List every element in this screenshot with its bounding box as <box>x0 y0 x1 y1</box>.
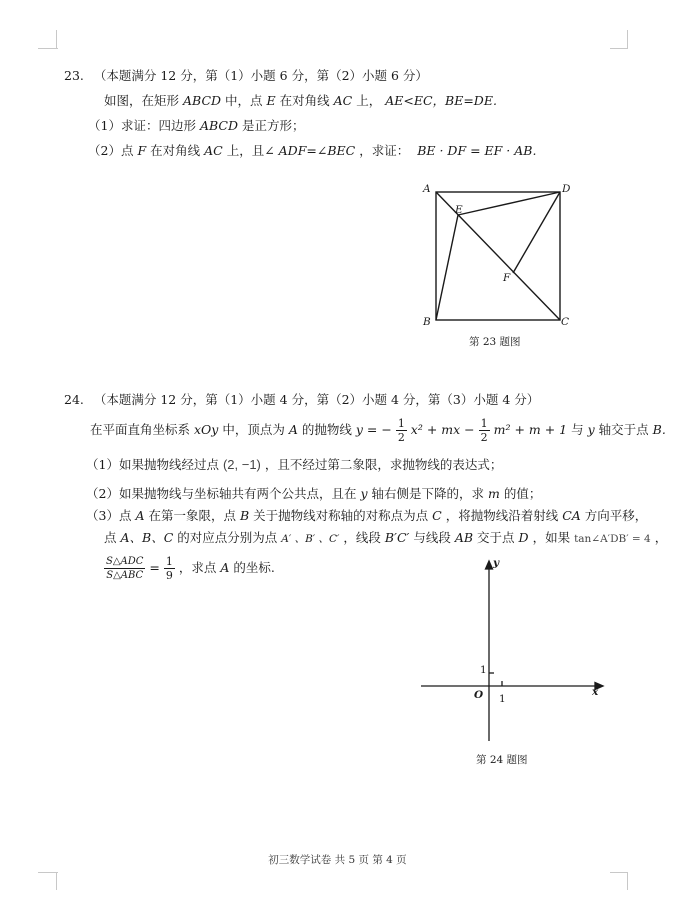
q24-equation-mid: x² + mx − <box>410 422 475 437</box>
q24-part3-text: ，将抛物线沿着射线 <box>445 508 559 523</box>
y-axis-arrow <box>486 561 493 569</box>
q23-part2-f: F <box>137 143 147 158</box>
segment-df <box>513 192 560 273</box>
q23-stem-text: 上， <box>356 93 382 108</box>
q24-part3-primes: A′ 、B′ 、C′ <box>281 533 340 545</box>
q23-stem <box>104 93 497 109</box>
q23-stem-condition: AE<EC，BE=DE. <box>385 93 497 108</box>
q24-part3-text: 的对应点分别为点 <box>177 530 278 545</box>
segment-ed <box>458 192 560 215</box>
q24-header: （本题满分 12 分，第（1）小题 4 分，第（2）小题 4 分，第（3）小题 4 分） <box>93 392 540 407</box>
q23-header: （本题满分 12 分，第（1）小题 6 分，第（2）小题 6 分） <box>93 68 428 83</box>
q24-stem-a: A <box>288 422 298 437</box>
q23-stem-abcd: ABCD <box>183 93 222 108</box>
q24-part3-text: 交于点 <box>477 530 515 545</box>
q24-part3-c: C <box>432 508 442 523</box>
q23-figure <box>410 178 580 328</box>
fraction-numerator: 1 <box>480 417 488 430</box>
q24-part1-point: (2, −1) <box>222 457 261 472</box>
area-ratio-numerator: S△ADC <box>106 556 144 567</box>
q24-part1-text: ，且不经过第二象限，求抛物线的表达式； <box>264 457 503 472</box>
q24-part2 <box>86 486 541 502</box>
q24-part3-b: B <box>239 508 250 523</box>
q24-part3-line1 <box>86 508 647 524</box>
q24-part2-m: m <box>488 486 500 501</box>
fraction-denominator: 2 <box>480 431 488 444</box>
q24-part3-a: A <box>135 508 145 523</box>
q23-part2-claim: BE · DF = EF · AB. <box>417 143 537 158</box>
fraction-denominator: 2 <box>397 431 405 444</box>
q23-stem-e: E <box>266 93 276 108</box>
q24-header-line <box>64 392 539 408</box>
q23-part2-angles: ADF=∠BEC <box>278 143 356 158</box>
q24-part3-text: 方向平移， <box>584 508 648 523</box>
q24-ratio-equals: = <box>149 560 160 575</box>
q23-part2 <box>88 143 536 159</box>
q24-area-ratio <box>104 555 145 582</box>
q24-figure <box>415 555 610 745</box>
q24-part3-text: ， <box>654 530 668 545</box>
x-axis-label: x <box>592 686 599 698</box>
page-footer: 初三数学试卷 共 5 页 第 4 页 <box>268 854 407 866</box>
q24-equation-fraction-1 <box>396 417 407 444</box>
q24-part1-text: （1）如果抛物线经过点 <box>86 457 219 472</box>
point-d-label: D <box>562 183 571 195</box>
q24-stem-text: 轴交于点 <box>598 422 649 437</box>
q24-part3-text: ，如果 <box>532 530 571 545</box>
q24-number: 24. <box>64 392 84 407</box>
q24-part3-text: （3）点 <box>86 508 132 523</box>
q24-part3-bc-prime: B′C′ <box>384 530 410 545</box>
q24-part3-ab: AB <box>454 530 474 545</box>
ratio-value-numerator: 1 <box>165 555 173 568</box>
q23-stem-text: 中，点 <box>225 93 263 108</box>
q24-part2-text: （2）如果抛物线与坐标轴共有两个公共点，且在 <box>86 486 357 501</box>
crop-mark-top-left <box>38 30 57 48</box>
q23-figure-caption: 第 23 题图 <box>469 336 521 348</box>
q24-stem-text: 与 <box>571 422 584 437</box>
point-b-label: B <box>423 316 431 328</box>
q24-stem-text: 中，顶点为 <box>222 422 285 437</box>
q24-part3-text: 点 <box>104 530 117 545</box>
ratio-value-denominator: 9 <box>165 569 173 582</box>
q23-part1-text: 是正方形； <box>241 118 305 133</box>
q24-stem-y: y <box>587 422 595 437</box>
q23-number: 23. <box>64 68 84 83</box>
q24-part2-text: 的值； <box>503 486 542 501</box>
q24-equation-end: m² + m + 1 <box>493 422 568 437</box>
q23-stem-ac: AC <box>333 93 353 108</box>
point-a-label: A <box>423 183 431 195</box>
q24-part3-tan: tan∠A′DB′ = 4 <box>574 533 651 545</box>
q23-stem-text: 如图，在矩形 <box>104 93 180 108</box>
y-tick-label: 1 <box>480 664 487 676</box>
x-tick-label: 1 <box>499 693 506 705</box>
q24-part2-y: y <box>360 486 368 501</box>
y-axis-label: y <box>493 557 500 569</box>
q24-ratio-value <box>164 555 175 582</box>
point-c-label: C <box>561 316 570 328</box>
q24-part1 <box>86 457 502 473</box>
origin-label: O <box>474 689 484 701</box>
q24-part3-text: 的坐标. <box>233 560 275 575</box>
q24-part3-line2 <box>104 530 667 547</box>
q24-part3-a: A <box>220 560 230 575</box>
q24-part3-text: ，求点 <box>178 560 217 575</box>
q24-part3-text: 与线段 <box>413 530 451 545</box>
q23-part2-text: （2）点 <box>88 143 134 158</box>
q24-stem-xoy: xOy <box>194 422 219 437</box>
q24-part3-line3 <box>104 551 275 585</box>
crop-mark-bottom-right <box>627 872 646 890</box>
q24-stem-text: 在平面直角坐标系 <box>90 422 191 437</box>
q23-part2-text: 上，且∠ <box>226 143 275 158</box>
crop-mark-top-left-h <box>38 48 58 49</box>
q24-stem <box>90 417 666 444</box>
q24-stem-text: 的抛物线 <box>301 422 352 437</box>
q23-part2-ac: AC <box>204 143 223 158</box>
q24-stem-b: B. <box>652 422 666 437</box>
fraction-numerator: 1 <box>397 417 405 430</box>
q24-part3-ca: CA <box>562 508 581 523</box>
q24-part3-d: D <box>518 530 529 545</box>
q23-part2-text: ，求证： <box>359 143 410 158</box>
q24-part3-text: ，线段 <box>343 530 381 545</box>
crop-mark-bottom-right-h <box>610 872 628 873</box>
q23-header-line <box>64 68 428 84</box>
point-e-label: E <box>455 204 463 216</box>
q24-equation-fraction-2 <box>479 417 490 444</box>
area-ratio-denominator: S△ABC <box>106 570 144 581</box>
q23-part1 <box>88 118 304 134</box>
point-f-label: F <box>503 272 511 284</box>
q24-equation-lhs: y = − <box>355 422 392 437</box>
crop-mark-top-right-h <box>610 48 628 49</box>
crop-mark-bottom-left <box>38 872 57 890</box>
q24-part2-text: 轴右侧是下降的，求 <box>371 486 485 501</box>
crop-mark-top-right <box>627 30 646 48</box>
q24-part3-text: 在第一象限，点 <box>148 508 236 523</box>
q23-stem-text: 在对角线 <box>279 93 330 108</box>
q23-part1-abcd: ABCD <box>199 118 238 133</box>
q24-part3-text: 关于抛物线对称轴的对称点为点 <box>253 508 429 523</box>
crop-mark-bottom-left-h <box>38 872 58 873</box>
segment-eb <box>436 215 458 320</box>
q24-figure-caption: 第 24 题图 <box>476 754 528 766</box>
q23-part1-text: （1）求证：四边形 <box>88 118 196 133</box>
q23-part2-text: 在对角线 <box>150 143 201 158</box>
q24-part3-abc: A、B、C <box>120 530 174 545</box>
